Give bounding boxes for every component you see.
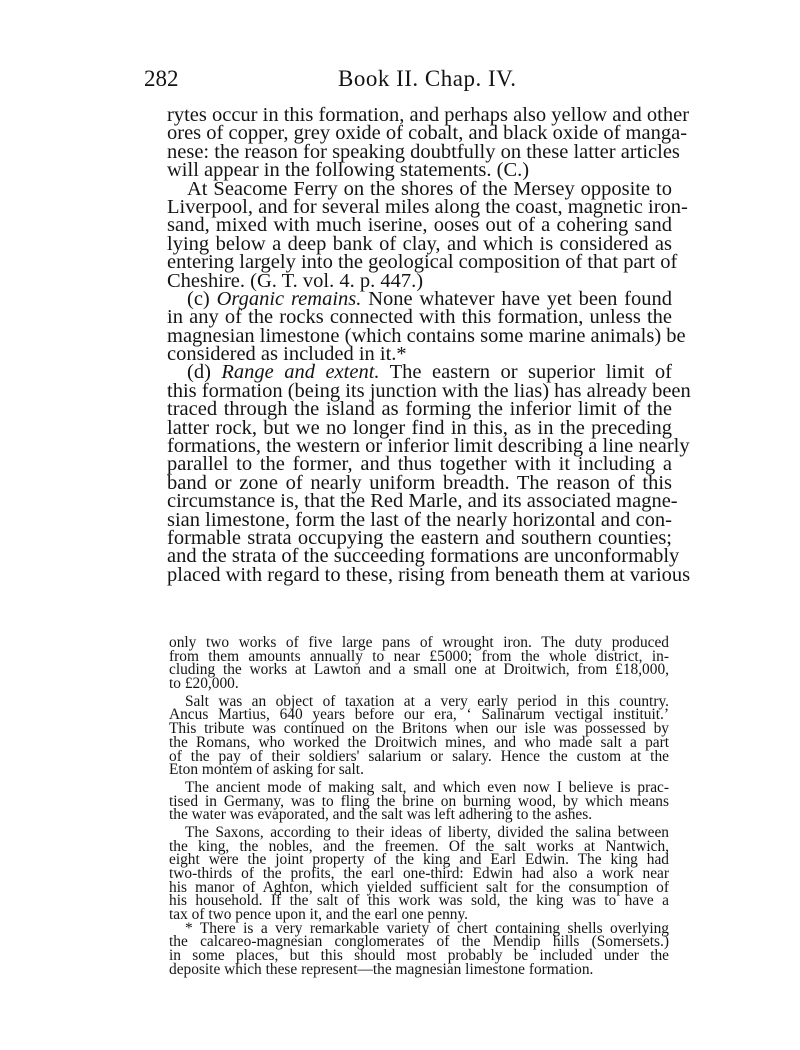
footnote-line: the Romans, who worked the Droitwich mines, and who made salt a part: [169, 733, 669, 751]
footnote-line: Salt was an object of taxation at a very early period in this country.: [185, 692, 669, 710]
body-line: entering largely into the geological composition of that part of: [167, 251, 678, 274]
body-line: and the strata of the succeeding formations are unconformably: [167, 545, 680, 568]
body-line: will appear in the following statements. (C.): [167, 159, 530, 182]
body-line: sand, mixed with much iserine, ooses out of a cohering sand: [167, 214, 672, 237]
footnote-line: from them amounts annually to near £5000; from the whole district, in-: [169, 647, 669, 665]
body-line: placed with regard to these, rising from beneath them at various: [167, 563, 691, 586]
footnote-line: to £20,000.: [169, 675, 239, 693]
footnote-line: This tribute was continued on the Britons when our isle was possessed by: [169, 720, 669, 738]
body-line: band or zone of nearly uniform breadth. The reason of this: [167, 471, 672, 494]
body-line: considered as included in it.*: [167, 343, 407, 366]
main-text: [167, 104, 691, 586]
section-label: (d): [187, 361, 211, 384]
footnote-line: two-thirds of the profits, the earl one-third: Edwin had also a work near: [169, 865, 669, 882]
body-line: ores of copper, grey oxide of cobalt, and black oxide of manga-: [167, 122, 688, 145]
body-line: Cheshire. (G. T. vol. 4. p. 447.): [167, 269, 424, 292]
footnote-line: Ancus Martius, 640 years before our era, ‘ Salinarum vectigal instituit.’: [169, 706, 669, 724]
body-line: circumstance is, that the Red Marle, and its associated magne-: [167, 490, 678, 513]
section-title: Range and extent.: [221, 361, 380, 384]
body-line: magnesian limestone (which contains some marine animals) be: [167, 324, 686, 347]
footnote-line: of the pay of their soldiers' salarium or salary. Hence the custom at the: [169, 747, 669, 765]
body-line: rytes occur in this formation, and perhaps also yellow and other: [167, 104, 690, 126]
section-title: Organic remains.: [216, 287, 362, 310]
body-line: nese: the reason for speaking doubtfully on these latter articles: [167, 140, 680, 163]
body-line: lying below a deep bank of clay, and which is considered as: [167, 232, 672, 255]
footnotes: [169, 636, 669, 977]
footnote-line: in some places, but this should most probably be included under the: [169, 947, 669, 965]
running-head: Book II. Chap. IV.: [338, 66, 517, 91]
footnote-line: tised in Germany, was to fling the brine on burning wood, by which means: [169, 792, 669, 810]
body-line: latter rock, but we no longer find in this, as in the preceding: [167, 416, 672, 439]
footnote-line: the calcareo-magnesian conglomerates of the Mendip hills (Somersets.): [169, 933, 669, 951]
footnote-line: his household. If the salt of this work was sold, the king was to have a: [169, 892, 669, 910]
body-line: At Seacome Ferry on the shores of the Mersey opposite to: [187, 177, 672, 200]
body-line: traced through the island as forming the inferior limit of the: [167, 398, 672, 421]
body-line: this formation (being its junction with the lias) has already been: [167, 379, 691, 402]
footnote-line: deposite which these represent—the magnesian limestone formation.: [169, 960, 594, 978]
footnote-line: eight were the joint property of the king and Earl Edwin. The king had: [169, 851, 669, 869]
body-line: sian limestone, form the last of the nearly horizontal and con-: [167, 508, 672, 531]
footnote-line: Eton montem of asking for salt.: [169, 761, 364, 779]
footnote-line: The ancient mode of making salt, and which even now I believe is prac-: [185, 778, 669, 796]
body-line: Liverpool, and for several miles along the coast, magnetic iron-: [167, 195, 688, 218]
footnote-line: cluding the works at Lawton and a small one at Droitwich, from £18,000,: [169, 661, 669, 679]
footnote-line: The Saxons, according to their ideas of liberty, divided the salina between: [185, 823, 669, 841]
footnote-line: tax of two pence upon it, and the earl one penny.: [169, 906, 469, 924]
footnote-line: the water was evaporated, and the salt was left adhering to the ashes.: [169, 806, 593, 824]
body-line: in any of the rocks connected with this formation, unless the: [167, 306, 672, 329]
footnote-line: only two works of five large pans of wrought iron. The duty produced: [169, 634, 669, 651]
body-line: formable strata occupying the eastern and southern counties;: [167, 526, 672, 549]
footnote-line: * There is a very remarkable variety of chert containing shells overlying: [185, 919, 669, 937]
body-text: None whatever have yet been found: [368, 287, 673, 310]
body-line: formations, the western or inferior limit describing a line nearly: [167, 435, 690, 458]
page-number: 282: [144, 66, 179, 91]
footnote-line: his manor of Aghton, which yielded sufficient salt for the consumption of: [169, 878, 669, 896]
body-text: The eastern or superior limit of: [389, 361, 672, 384]
page-header: [0, 66, 800, 96]
section-label: (c): [187, 287, 210, 310]
body-line: parallel to the former, and thus together with it including a: [167, 453, 672, 476]
footnote-line: the king, the nobles, and the freemen. Of the salt works at Nantwich,: [169, 837, 669, 855]
